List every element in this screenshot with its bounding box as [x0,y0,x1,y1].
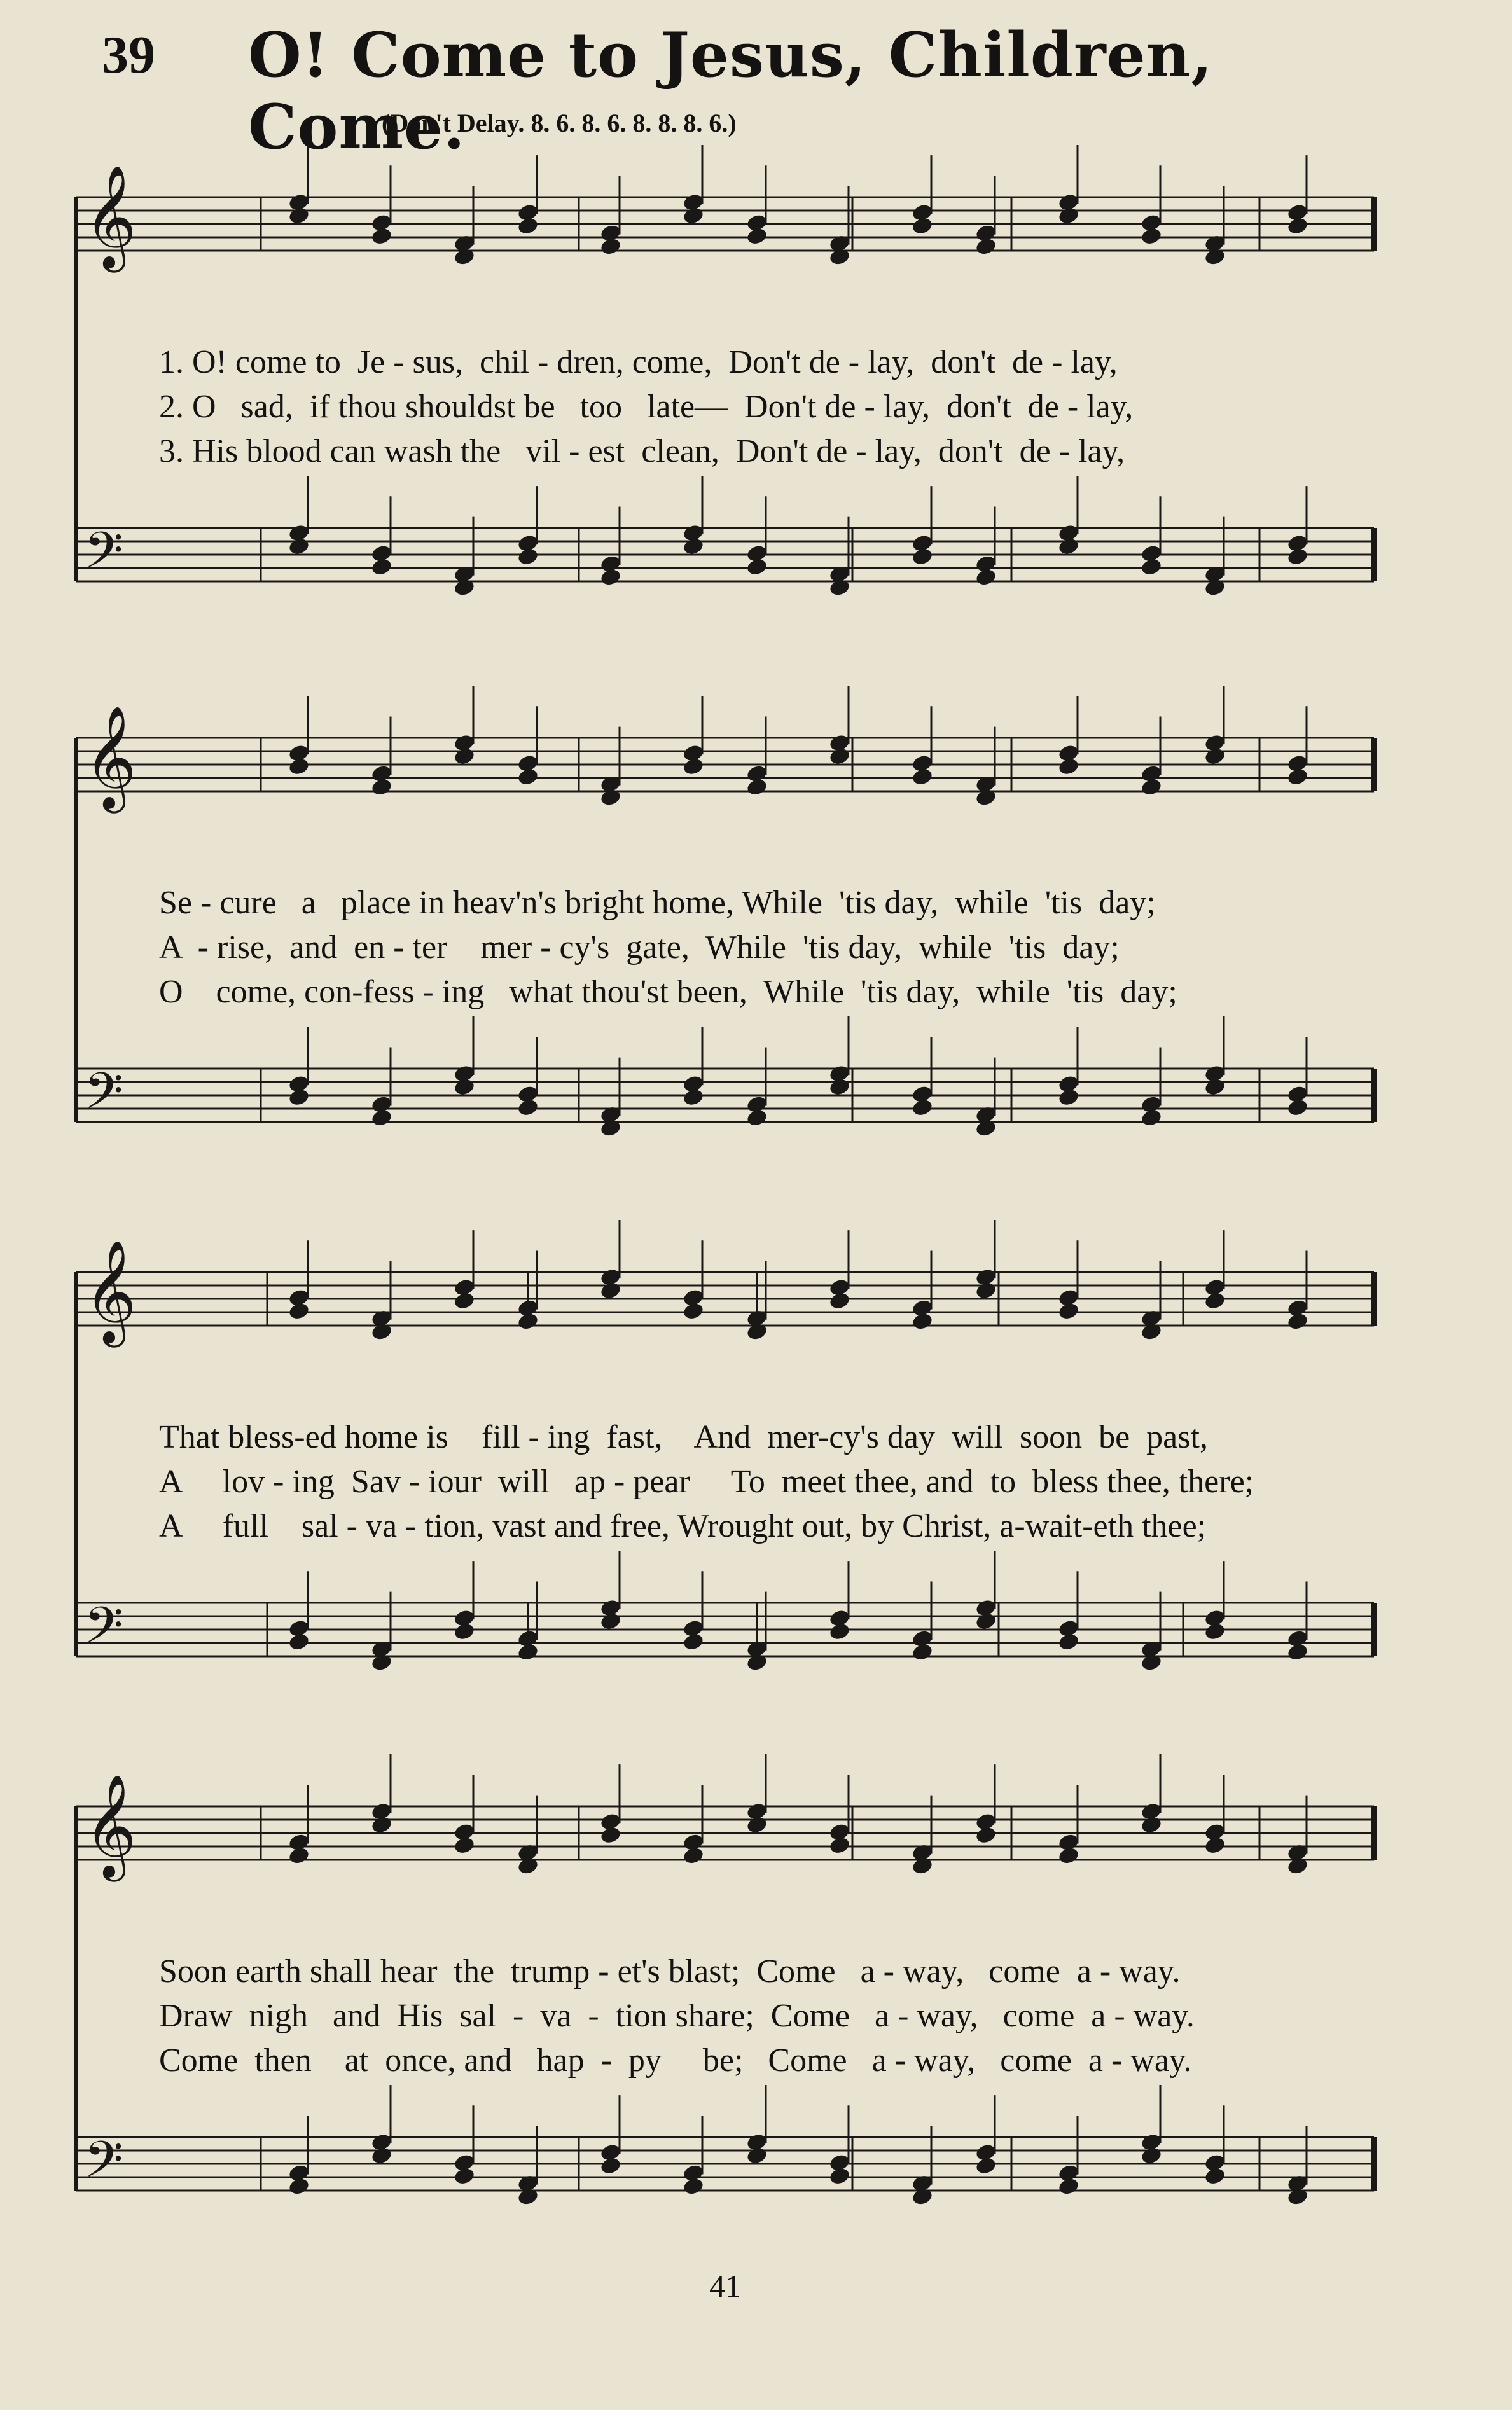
bass-clef-icon: 𝄢 [84,521,123,592]
hymn-meter: (Don't Delay. 8. 6. 8. 6. 8. 8. 8. 6.) [382,109,737,137]
lyric-verse-3: O come, con-fess - ing what thou'st been, While 'tis day, while 'tis day; [159,974,1177,1010]
note-heads [288,686,1309,807]
music-system-3 [70,1234,1387,1717]
hymn-title: O! Come to Jesus, Children, Come. [248,19,1213,163]
treble-clef-icon: 𝄞 [84,165,137,268]
lyric-verse-2: A - rise, and en - ter mer - cy's gate, While 'tis day, while 'tis day; [159,929,1120,966]
lyric-verse-2: Draw nigh and His sal - va - tion share; Come a - way, come a - way. [159,1998,1195,2034]
lyric-verse-1: Soon earth shall hear the trump - et's blast; Come a - way, come a - way. [159,1953,1181,1990]
note-heads [288,1754,1309,1876]
bass-staff [76,1596,1374,1667]
lyric-verse-3: A full sal - va - tion, vast and free, Wrought out, by Christ, a-wait-eth thee; [159,1508,1207,1544]
treble-staff [76,1240,1374,1348]
lyric-verse-1: Se - cure a place in heav'n's bright home, While 'tis day, while 'tis day; [159,885,1156,921]
page-number: 41 [709,2268,741,2304]
treble-staff [76,1774,1374,1882]
lyric-verse-1: That bless-ed home is fill - ing fast, And mer-cy's day will soon be past, [159,1419,1208,1455]
bass-clef-icon: 𝄢 [84,1062,123,1133]
bass-clef-icon: 𝄢 [84,2130,123,2201]
treble-staff [76,705,1374,814]
lyric-verse-2: 2. O sad, if thou shouldst be too late— Don't de - lay, don't de - lay, [159,389,1134,425]
music-system-2 [70,700,1387,1183]
treble-clef-icon: 𝄞 [84,1240,137,1343]
treble-clef-icon: 𝄞 [84,1774,137,1878]
treble-clef-icon: 𝄞 [84,705,137,809]
note-heads [288,1220,1309,1341]
hymn-number: 39 [102,25,155,85]
music-system-4 [70,1768,1387,2252]
lyric-verse-3: Come then at once, and hap - py be; Come a - way, come a - way. [159,2042,1192,2079]
bass-staff [76,521,1374,592]
note-heads [288,1551,1309,1672]
lyric-verse-3: 3. His blood can wash the vil - est clean, Don't de - lay, don't de - lay, [159,433,1125,469]
note-heads [288,145,1309,267]
bass-staff [76,1062,1374,1133]
note-heads [288,2085,1309,2206]
note-heads [288,476,1309,597]
treble-staff [76,165,1374,273]
note-heads [288,1016,1309,1138]
lyric-verse-1: 1. O! come to Je - sus, chil - dren, come, Don't de - lay, don't de - lay, [159,344,1118,380]
music-system-1 [70,159,1387,642]
lyric-verse-2: A lov - ing Sav - iour will ap - pear To meet thee, and to bless thee, there; [159,1464,1254,1500]
bass-clef-icon: 𝄢 [84,1596,123,1667]
bass-staff [76,2130,1374,2201]
